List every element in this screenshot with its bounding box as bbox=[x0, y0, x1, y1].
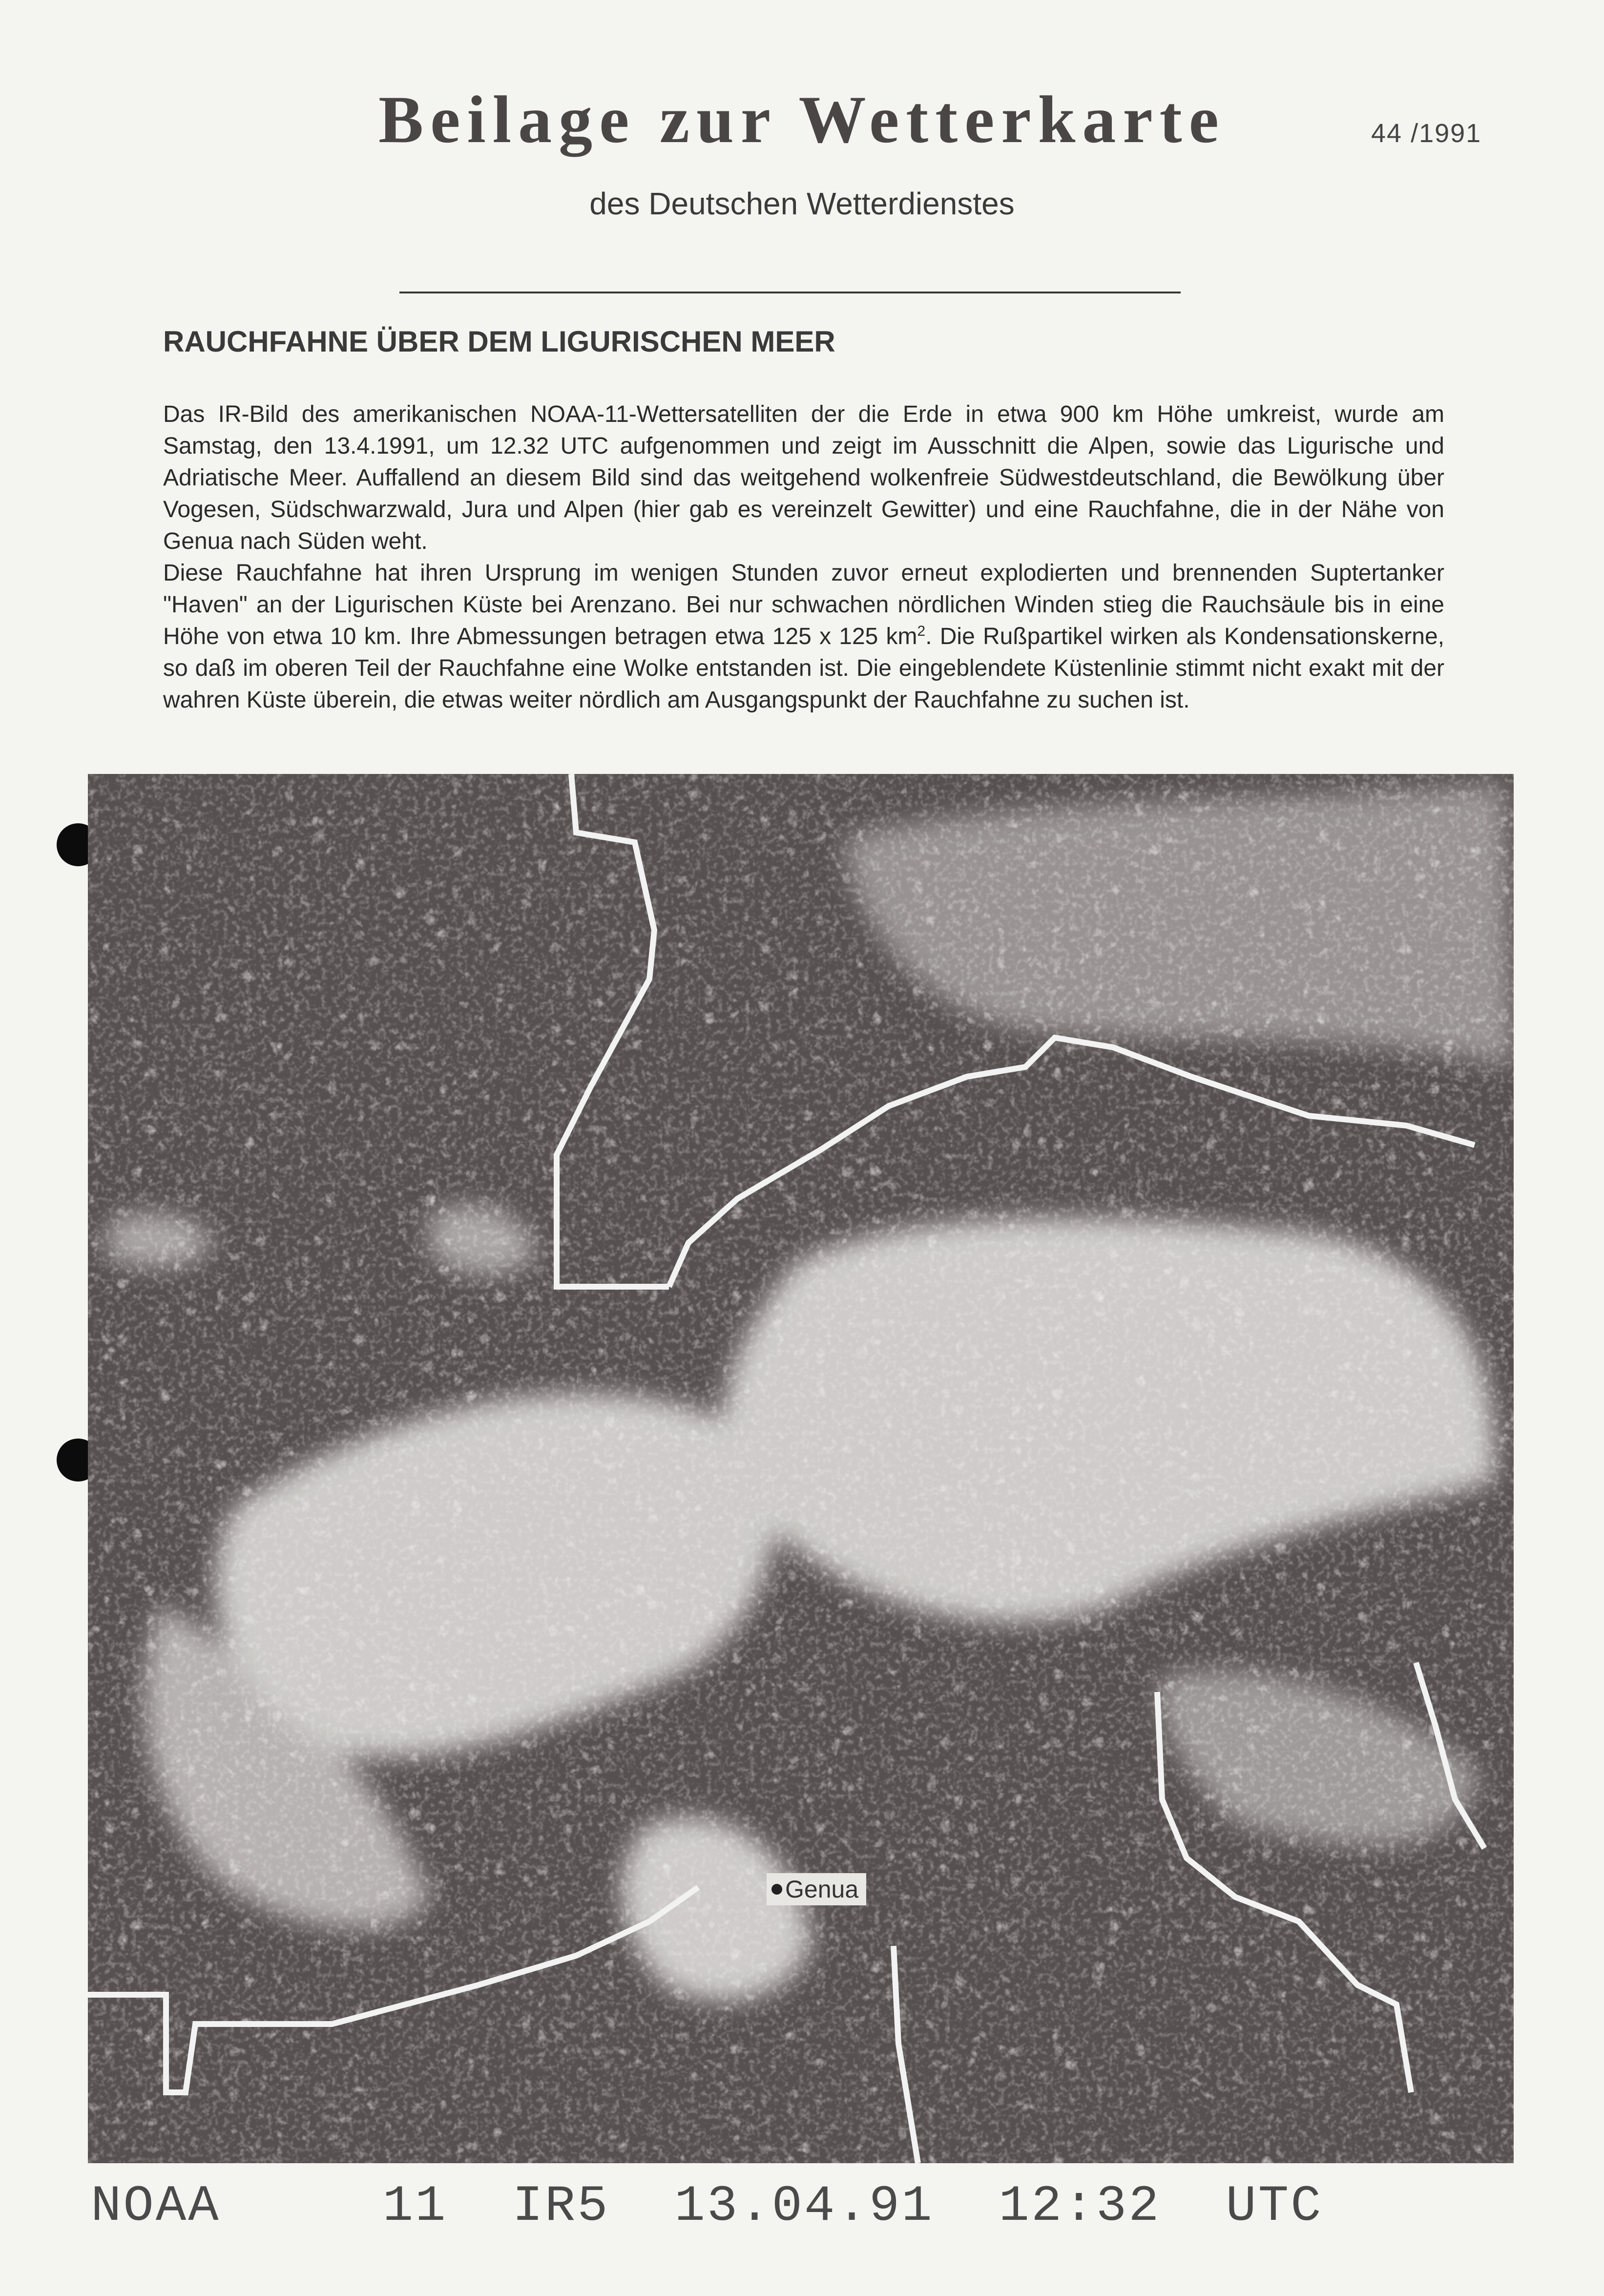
article-paragraph-1: Das IR-Bild des amerikanischen NOAA-11-Wettersatelliten der die Erde in etwa 900 km Höhe umkreist, wurde am Samstag, den 13.4.1991, um 12.32 UTC aufgenommen und zeigt im Ausschnitt die Alpen, sowie das Ligurische und Adriatische Meer. Auffallend an diesem Bild sind das weitgehend wolkenfreie Südwestdeutschland, die Bewölkung über Vogesen, Südschwarzwald, Jura und Alpen (hier gab es vereinzelt Gewitter) und eine Rauchfahne, die in der Nähe von Genua nach Süden weht. bbox=[163, 401, 1444, 554]
genua-location-marker bbox=[771, 1884, 782, 1895]
satellite-image bbox=[88, 774, 1514, 2163]
article-body bbox=[163, 398, 1444, 716]
paragraph-2-part-2: . Die Rußpartikel wirken als Kondensationskerne, so daß im oberen Teil der Rauchfahne eine Wolke entstanden ist. Die eingeblendete Küstenlinie stimmt nicht exakt mit der wahren Küste überein, die etwas weiter nördlich am Ausgangspunkt der Rauchfahne zu suchen ist. bbox=[163, 624, 1445, 713]
page-subtitle: des Deutschen Wetterdienstes bbox=[589, 186, 1015, 221]
header-divider bbox=[399, 292, 1181, 293]
article-paragraph-2 bbox=[163, 557, 1444, 716]
superscript-two: 2 bbox=[917, 623, 926, 639]
issue-number: 44 /1991 bbox=[1371, 119, 1482, 148]
image-caption: NOAA 11 IR5 13.04.91 12:32 UTC bbox=[91, 2178, 1323, 2235]
article-headline: RAUCHFAHNE ÜBER DEM LIGURISCHEN MEER bbox=[163, 325, 835, 358]
paragraph-2-part-1: Diese Rauchfahne hat ihren Ursprung im wenigen Stunden zuvor erneut explodierten und brennenden Suptertanker "Haven" an der Ligurischen Küste bei Arenzano. Bei nur schwachen nördlichen Winden stieg die Rauchsäule bis in eine Höhe von etwa 10 km. Ihre Abmessungen betragen etwa 125 x 125 km bbox=[163, 560, 1444, 649]
genua-label bbox=[767, 1873, 866, 1905]
grain-texture bbox=[88, 774, 1514, 2163]
genua-label-text: Genua bbox=[785, 1876, 859, 1903]
page-title: Beilage zur Wetterkarte bbox=[378, 82, 1226, 157]
satellite-image-svg bbox=[88, 774, 1514, 2163]
